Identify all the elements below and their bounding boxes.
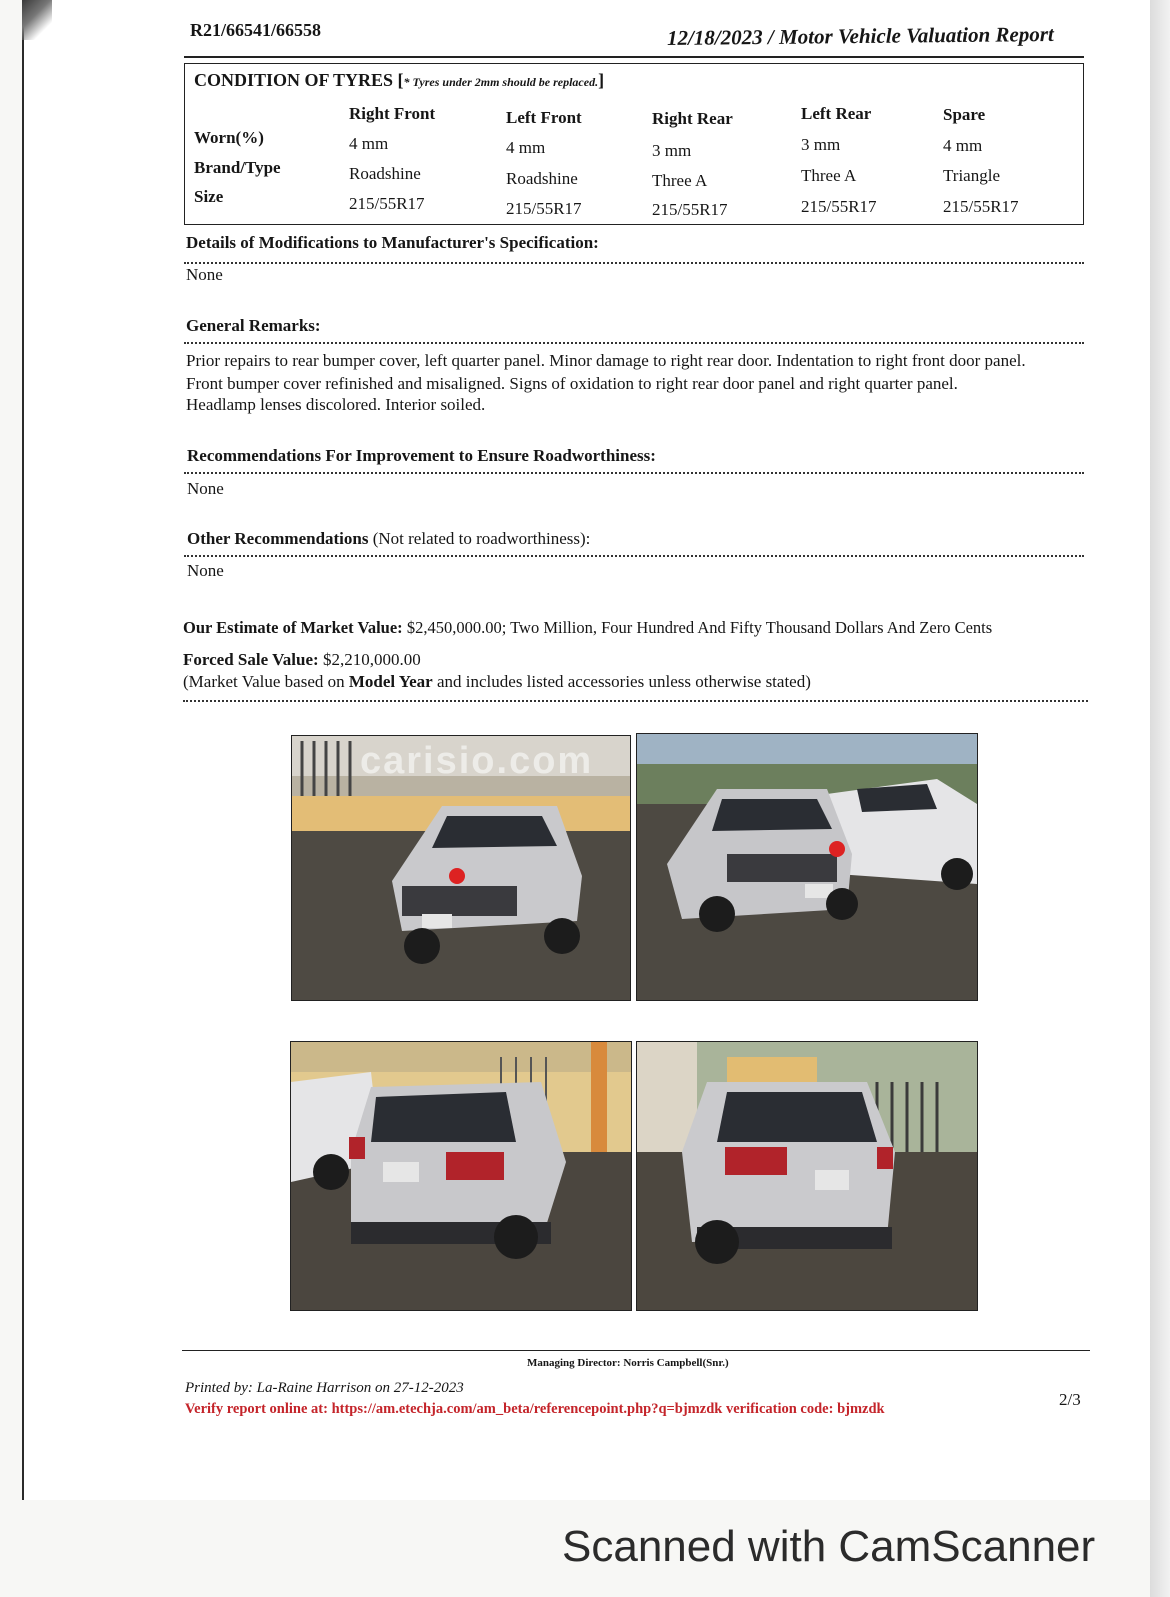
cell-worn-spare: 4 mm	[943, 136, 983, 155]
valuation-rule	[183, 700, 1088, 702]
scanner-caption: Scanned with CamScanner	[562, 1522, 1096, 1571]
roadworthiness-rule	[184, 472, 1084, 474]
cell-size-left-front: 215/55R17	[506, 199, 582, 218]
tyre-condition-title: CONDITION OF TYRES [* Tyres under 2mm should be replaced.]	[194, 70, 605, 90]
header-rule	[184, 56, 1084, 58]
roadworthiness-value: None	[187, 479, 224, 498]
scan-corner-shadow	[22, 0, 52, 40]
cell-brand-right-rear: Three A	[652, 171, 708, 190]
report-reference: R21/66541/66558	[190, 20, 322, 40]
cell-size-right-front: 215/55R17	[349, 194, 425, 213]
cell-brand-spare: Triangle	[943, 166, 1000, 185]
cell-worn-right-front: 4 mm	[349, 134, 389, 153]
vehicle-photo-rear-right	[636, 1041, 978, 1311]
col-header-left-front: Left Front	[506, 108, 582, 127]
other-recommendations-rule	[184, 555, 1084, 557]
cell-size-left-rear: 215/55R17	[801, 197, 877, 216]
vehicle-photo-rear-left	[290, 1041, 632, 1311]
cell-brand-left-rear: Three A	[801, 166, 857, 185]
row-label-worn: Worn(%)	[194, 128, 264, 147]
general-remarks-line-1: Prior repairs to rear bumper cover, left quarter panel. Minor damage to right rear door. Indentation to right front door panel.	[186, 351, 1026, 370]
report-title: 12/18/2023 / Motor Vehicle Valuation Report	[666, 21, 1054, 51]
col-header-right-rear: Right Rear	[652, 109, 733, 128]
cell-brand-left-front: Roadshine	[506, 169, 578, 188]
general-remarks-label: General Remarks:	[186, 316, 321, 335]
row-label-brand: Brand/Type	[194, 158, 281, 177]
cell-brand-right-front: Roadshine	[349, 164, 421, 183]
market-value: Our Estimate of Market Value: $2,450,000.00; Two Million, Four Hundred And Fifty Thousand Dollars And Zero Cents	[183, 618, 993, 637]
watermark: carisio.com	[360, 740, 594, 782]
other-recommendations-value: None	[187, 561, 224, 580]
modifications-value: None	[186, 265, 223, 284]
roadworthiness-label: Recommendations For Improvement to Ensure Roadworthiness:	[187, 446, 656, 465]
general-remarks-line-2: Front bumper cover refinished and misaligned. Signs of oxidation to right rear door panel and right quarter panel.	[186, 374, 958, 393]
col-header-left-rear: Left Rear	[801, 104, 872, 123]
row-label-size: Size	[194, 187, 224, 206]
footer-rule	[182, 1350, 1090, 1351]
col-header-right-front: Right Front	[349, 104, 436, 123]
cell-worn-left-rear: 3 mm	[801, 135, 841, 154]
tyre-note: * Tyres under 2mm should be replaced.	[403, 75, 599, 89]
verify-link[interactable]: Verify report online at: https://am.etechja.com/am_beta/referencepoint.php?q=bjmzdk verification code: bjmzdk	[185, 1401, 885, 1417]
cell-size-spare: 215/55R17	[943, 197, 1019, 216]
general-remarks-rule	[184, 342, 1084, 344]
modifications-rule	[184, 262, 1084, 264]
vehicle-photo-front-right	[636, 733, 978, 1001]
cell-worn-left-front: 4 mm	[506, 138, 546, 157]
printed-by: Printed by: La-Raine Harrison on 27-12-2023	[185, 1380, 464, 1396]
managing-director: Managing Director: Norris Campbell(Snr.)	[527, 1357, 729, 1369]
general-remarks-line-3: Headlamp lenses discolored. Interior soiled.	[186, 395, 486, 414]
cell-size-right-rear: 215/55R17	[652, 200, 728, 219]
modifications-label: Details of Modifications to Manufacturer's Specification:	[186, 233, 599, 252]
other-recommendations-label: Other Recommendations (Not related to roadworthiness):	[187, 529, 591, 548]
forced-sale-value: Forced Sale Value: $2,210,000.00	[183, 650, 421, 669]
cell-worn-right-rear: 3 mm	[652, 141, 692, 160]
col-header-spare: Spare	[943, 105, 986, 124]
scan-edge	[1150, 0, 1170, 1597]
market-value-basis: (Market Value based on Model Year and includes listed accessories unless otherwise stated)	[183, 672, 811, 691]
page-number: 2/3	[1059, 1390, 1081, 1409]
